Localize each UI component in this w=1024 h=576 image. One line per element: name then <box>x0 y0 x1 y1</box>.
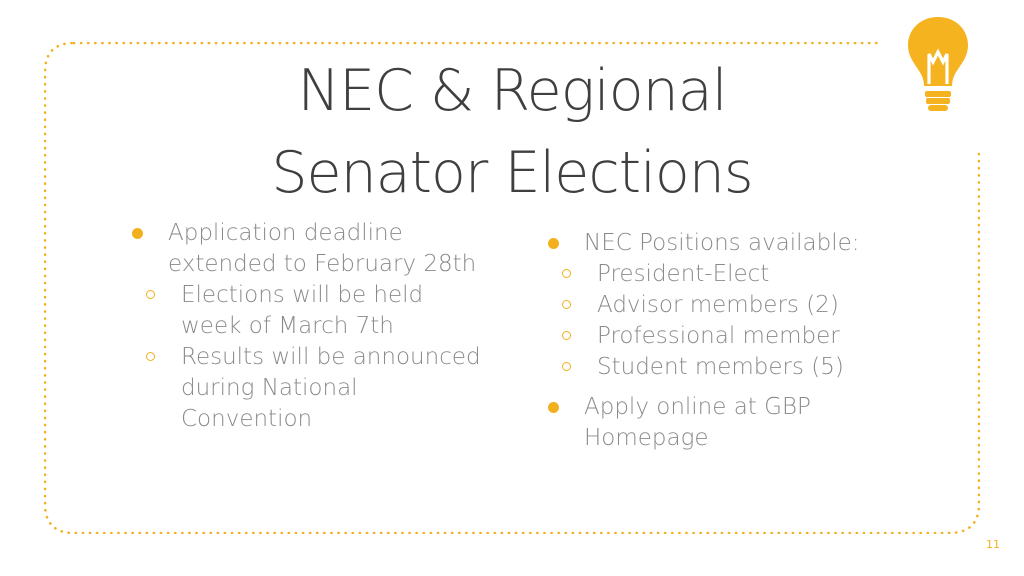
hollow-bullet-icon <box>562 362 571 371</box>
list-item-apply-online <box>546 392 906 454</box>
slide-title <box>180 50 844 214</box>
sub-item-text: Results will be announced during National Convention <box>181 344 481 432</box>
sub-item-results-announced <box>130 342 490 435</box>
sub-item-text: Advisor members (2) <box>597 292 839 318</box>
slide-title-line-1: NEC & Regional <box>297 58 727 124</box>
hollow-bullet-icon <box>562 300 571 309</box>
list-item-text: NEC Positions available: <box>584 230 860 256</box>
left-bullet-list <box>130 218 490 435</box>
sub-item-student-members <box>546 352 906 383</box>
sub-item-elections-week <box>130 280 490 342</box>
hollow-bullet-icon <box>562 269 571 278</box>
filled-bullet-icon <box>132 228 143 239</box>
list-item-nec-positions <box>546 228 906 259</box>
filled-bullet-icon <box>548 402 559 413</box>
sub-item-president-elect <box>546 259 906 290</box>
list-item-text: Application deadline extended to February 28th <box>168 220 477 277</box>
sub-item-advisor-members <box>546 290 906 321</box>
sub-item-text: Professional member <box>597 323 840 349</box>
lightbulb-icon <box>904 14 972 114</box>
sub-item-text: President-Elect <box>597 261 770 287</box>
right-bullet-list <box>546 228 906 454</box>
filled-bullet-icon <box>548 238 559 249</box>
sub-item-text: Student members (5) <box>597 354 844 380</box>
sub-item-professional-member <box>546 321 906 352</box>
hollow-bullet-icon <box>146 290 155 299</box>
list-item-application-deadline <box>130 218 490 280</box>
sub-item-text: Elections will be held week of March 7th <box>181 282 424 339</box>
slide-title-line-2: Senator Elections <box>271 140 753 206</box>
hollow-bullet-icon <box>562 331 571 340</box>
hollow-bullet-icon <box>146 352 155 361</box>
page-number: 11 <box>986 538 1000 551</box>
list-item-text: Apply online at GBP Homepage <box>584 394 811 451</box>
